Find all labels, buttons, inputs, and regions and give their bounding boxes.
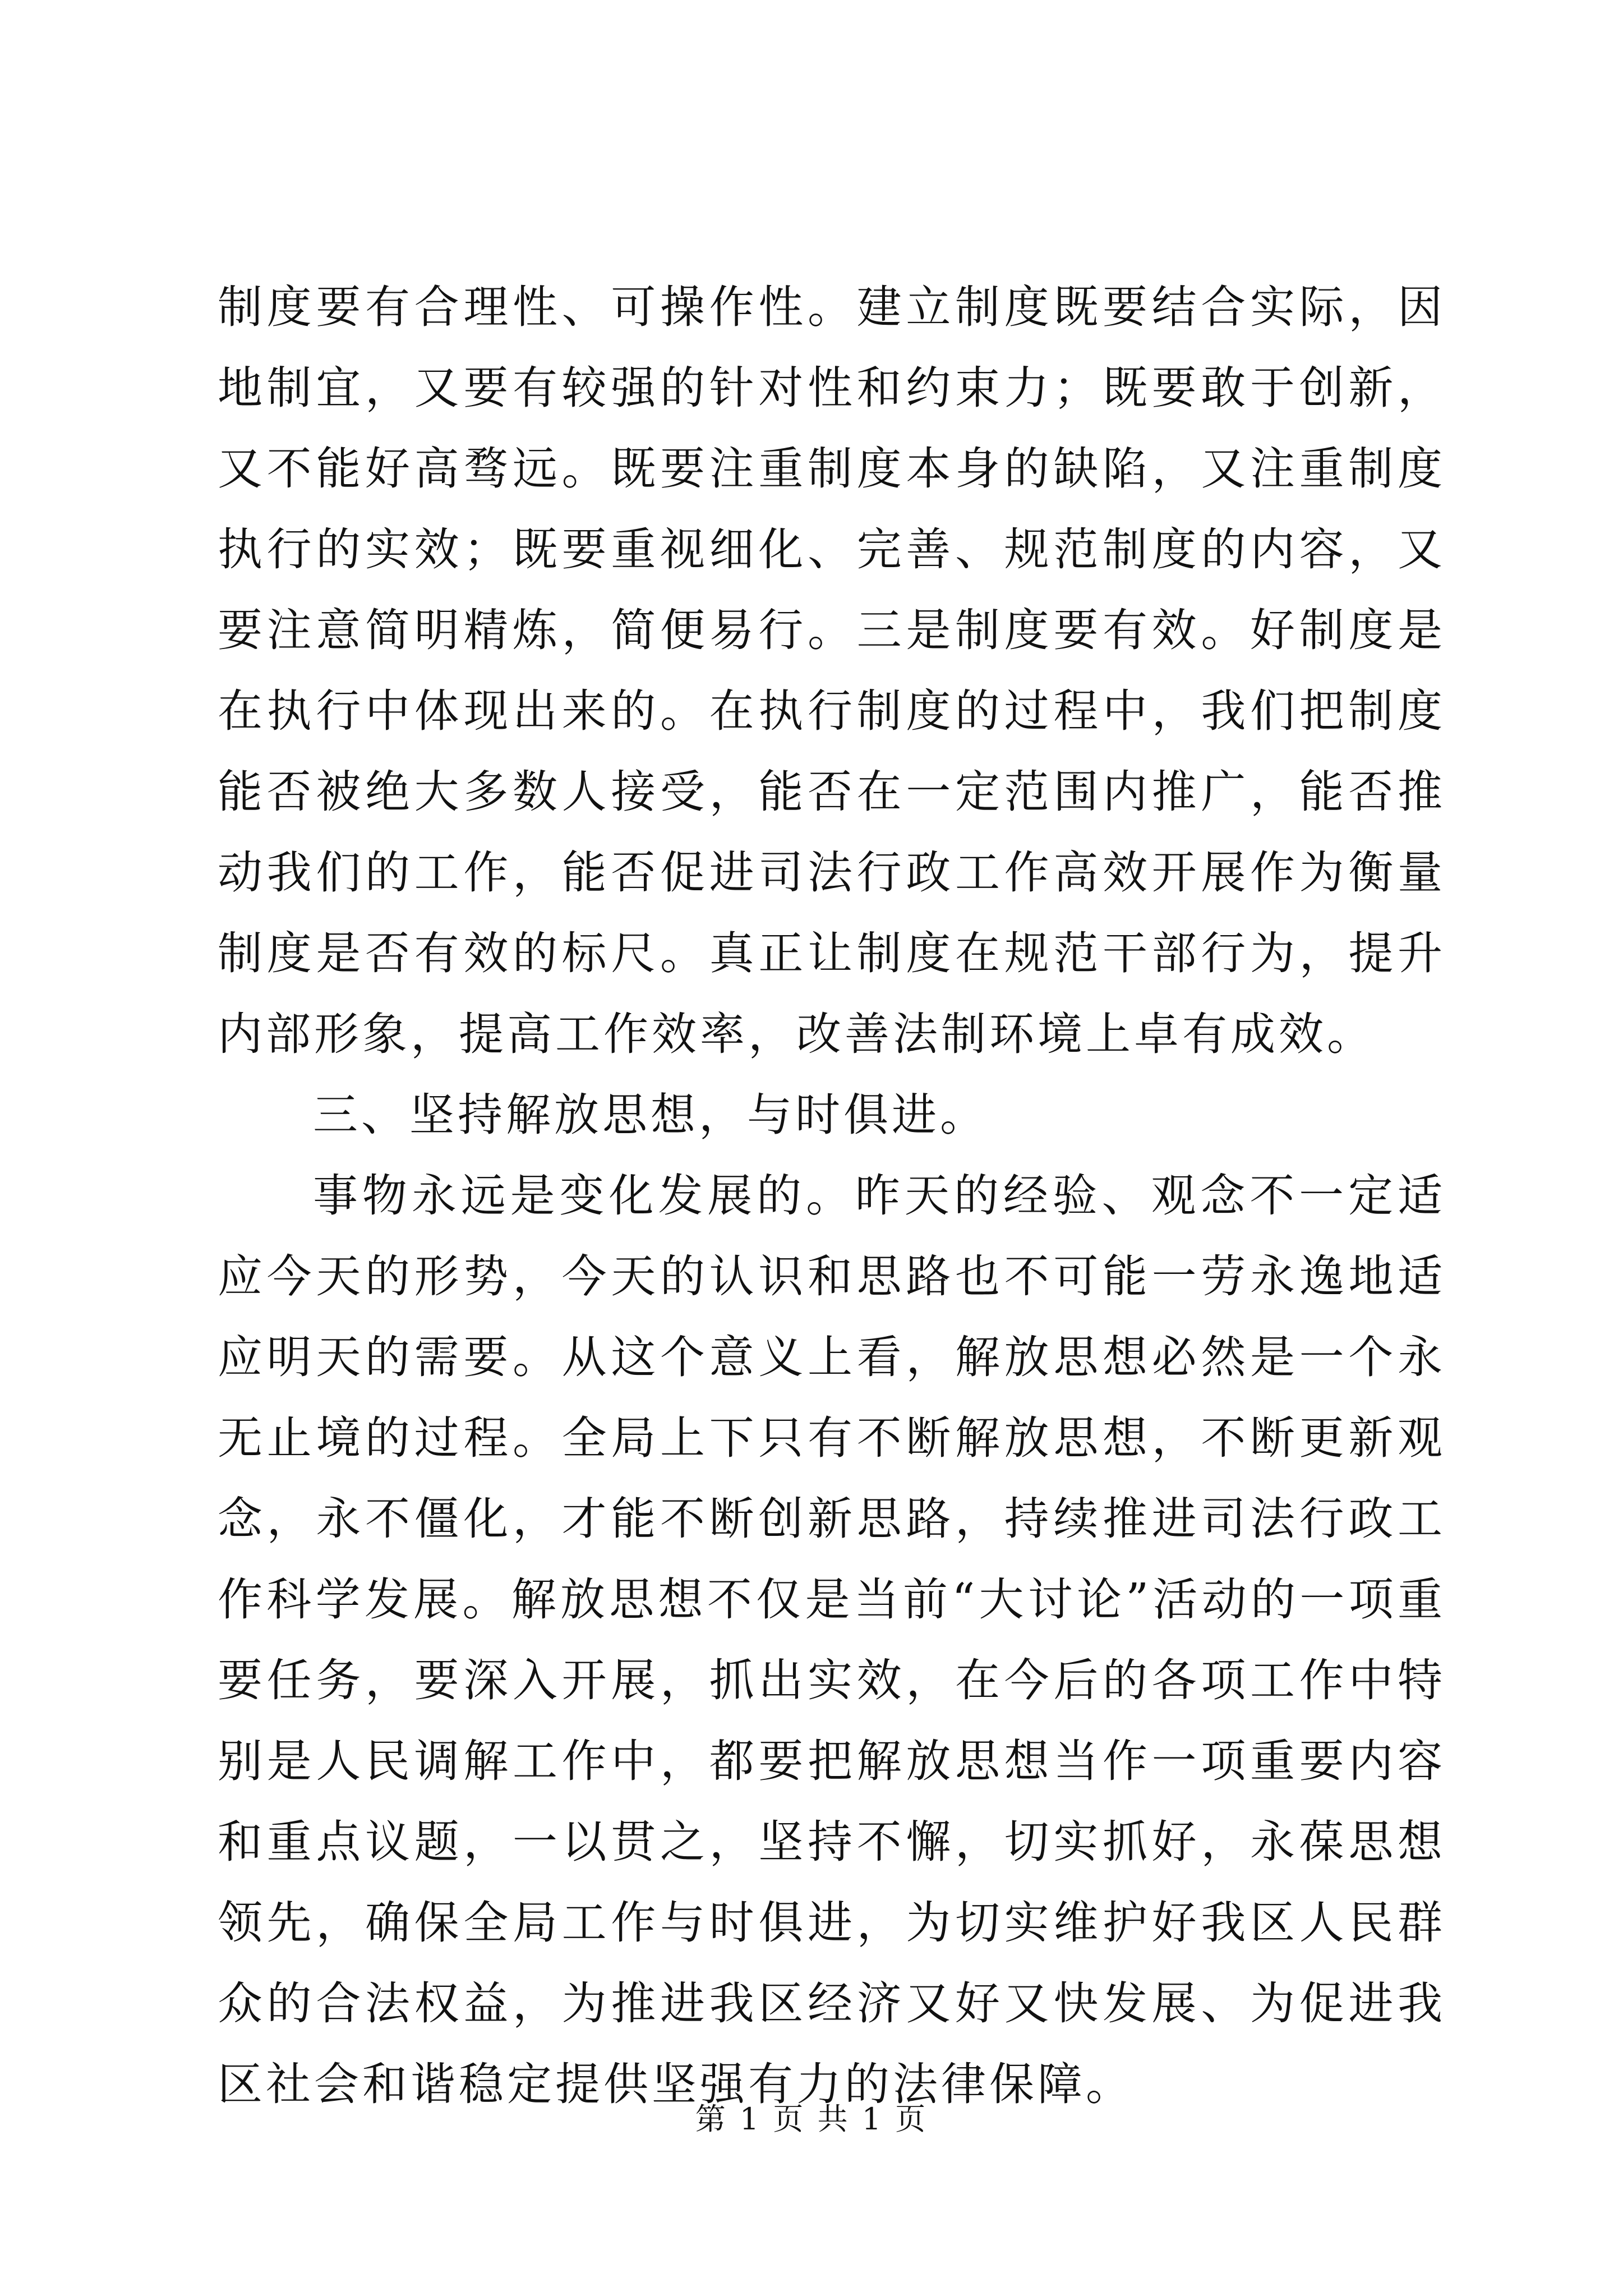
paragraph-body: 事物永远是变化发展的。昨天的经验、观念不一定适应今天的形势，今天的认识和思路也不可能一劳永逸地适应明天的需要。从这个意义上看，解放思想必然是一个永无止境的过程。全局上下只有不断解放思想，不断更新观念，永不僵化，才能不断创新思路，持续推进司法行政工作科学发展。解放思想不仅是当前“大讨论”活动的一项重要任务，要深入开展，抓出实效，在今后的各项工作中特别是人民调解工作中，都要把解放思想当作一项重要内容和重点议题，一以贯之，坚持不懈，切实抓好，永葆思想领先，确保全局工作与时俱进，为切实维护好我区人民群众的合法权益，为推进我区经济又好又快发展、为促进我区社会和谐稳定提供坚强有力的法律保障。 [218, 1170, 1446, 2110]
paragraph-continuation: 制度要有合理性、可操作性。建立制度既要结合实际，因地制宜，又要有较强的针对性和约束力；既要敢于创新，又不能好高骛远。既要注重制度本身的缺陷，又注重制度执行的实效；既要重视细化、完善、规范制度的内容，又要注意简明精炼，简便易行。三是制度要有效。好制度是在执行中体现出来的。在执行制度的过程中，我们把制度能否被绝大多数人接受，能否在一定范围内推广，能否推动我们的工作，能否促进司法行政工作高效开展作为衡量制度是否有效的标尺。真正让制度在规范干部行为，提升内部形象，提高工作效率，改善法制环境上卓有成效。 [218, 281, 1446, 1060]
page-footer: 第 1 页 共 1 页 [695, 2101, 928, 2137]
section-heading: 三、坚持解放思想，与时俱进。 [313, 1089, 988, 1141]
document-body [218, 267, 1446, 2125]
